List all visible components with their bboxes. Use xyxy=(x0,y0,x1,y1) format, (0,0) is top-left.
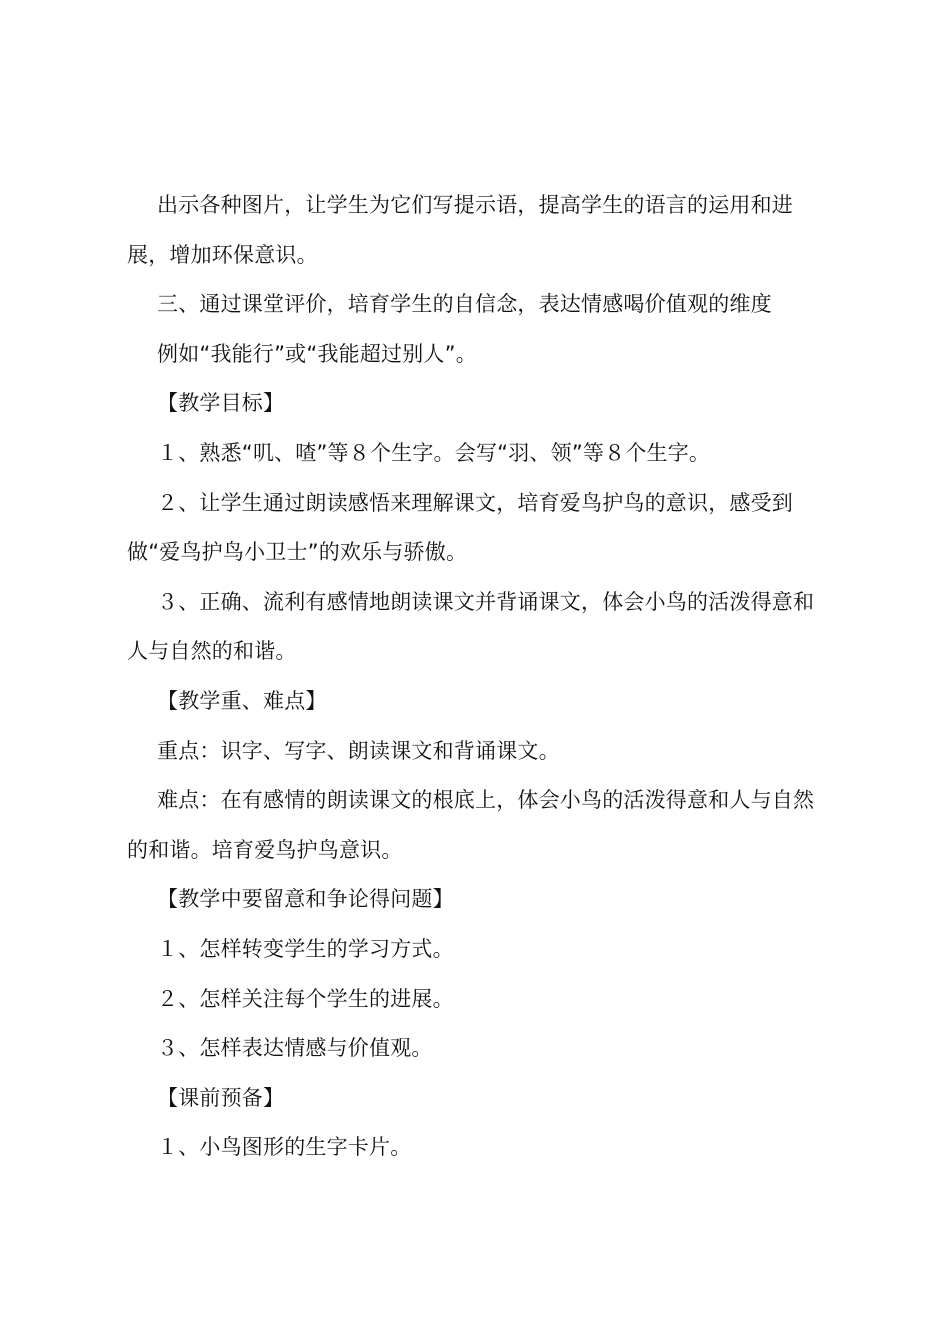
list-item-preparation-1: １、小鸟图形的生字卡片。 xyxy=(157,1135,412,1160)
list-item-goal-2: ２、让学生通过朗读感悟来理解课文，培育爱鸟护鸟的意识，感受到做“爱鸟护鸟小卫士”的欢乐与骄傲。 xyxy=(127,490,793,565)
list-item-issue-3: ３、怎样表达情感与价值观。 xyxy=(157,1036,433,1061)
paragraph-intro: 出示各种图片，让学生为它们写提示语，提高学生的语言的运用和进展，增加环保意识。 xyxy=(127,193,793,267)
list-item-goal-1: １、熟悉“叽、喳”等８个生字。会写“羽、领”等８个生字。 xyxy=(157,440,711,465)
heading-teaching-goals: 【教学目标】 xyxy=(157,391,285,416)
paragraph-key-point: 重点：识字、写字、朗读课文和背诵课文。 xyxy=(157,738,560,763)
paragraph-example: 例如“我能行”或“我能超过别人”。 xyxy=(157,341,477,366)
paragraph-section-three: 三、通过课堂评价，培育学生的自信念，表达情感喝价值观的维度 xyxy=(157,292,772,317)
heading-preparation: 【课前预备】 xyxy=(157,1085,285,1110)
heading-key-difficult-points: 【教学重、难点】 xyxy=(157,688,327,713)
document-body xyxy=(127,181,833,1173)
list-item-issue-1: １、怎样转变学生的学习方式。 xyxy=(157,936,454,961)
list-item-issue-2: ２、怎样关注每个学生的进展。 xyxy=(157,986,454,1011)
paragraph-difficult-point: 难点：在有感情的朗读课文的根底上，体会小鸟的活泼得意和人与自然的和谐。培育爱鸟护鸟意识。 xyxy=(127,788,815,862)
heading-issues: 【教学中要留意和争论得问题】 xyxy=(157,887,454,912)
list-item-goal-3: ３、正确、流利有感情地朗读课文并背诵课文，体会小鸟的活泼得意和人与自然的和谐。 xyxy=(127,589,815,664)
